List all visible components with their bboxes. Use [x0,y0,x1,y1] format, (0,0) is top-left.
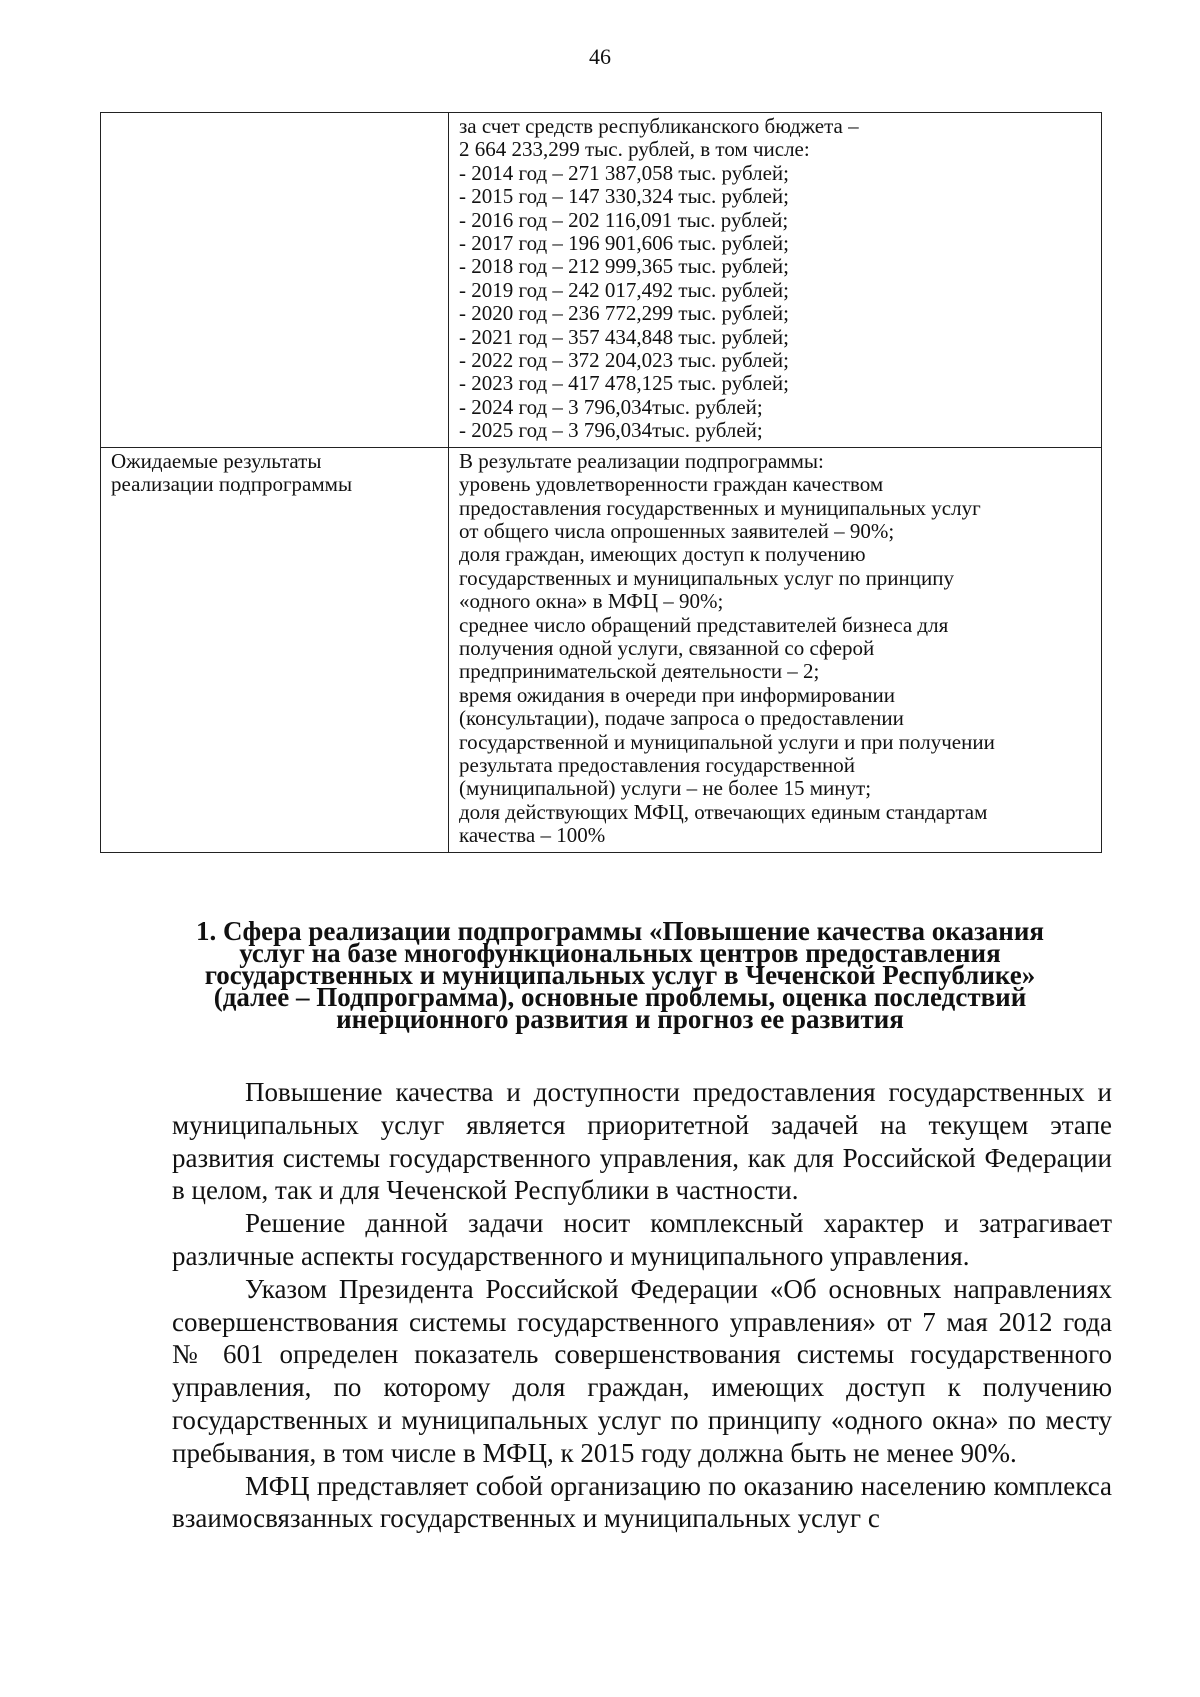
text-line: - 2024 год – 3 796,034тыс. рублей; [459,394,763,419]
table-row [101,113,1102,448]
text-line: - 2015 год – 147 330,324 тыс. рублей; [459,184,790,209]
text-line: (консультации), подаче запроса о предоставлении [459,706,904,731]
text-line: - 2019 год – 242 017,492 тыс. рублей; [459,277,790,302]
paragraph: Указом Президента Российской Федерации «Об основных направлениях совершенствования системы государственного управления» от 7 мая 2012 года № 601 определен показатель совершенствования системы государственного управления, по которому доля граждан, имеющих доступ к получению государственных и муниципальных услуг по принципу «одного окна» по месту пребывания, в том числе в МФЦ, к 2015 году должна быть не менее 90%. [172,1273,1112,1468]
heading-line: инерционного развития и прогноз ее развития [336,1004,904,1034]
text-line: - 2021 год – 357 434,848 тыс. рублей; [459,324,790,349]
heading-line: государственных и муниципальных услуг в Чеченской Республике» [204,960,1036,990]
heading-line: (далее – Подпрограмма), основные проблемы, оценка последствий [213,982,1027,1012]
body-text [172,1076,1112,1535]
text-line: - 2025 год – 3 796,034тыс. рублей; [459,418,763,443]
table-cell-value [449,113,1102,448]
text-line: - 2023 год – 417 478,125 тыс. рублей; [459,371,790,396]
table-row [101,447,1102,852]
text-line: Ожидаемые результаты [111,448,322,473]
table-cell-label [101,447,449,852]
page-number: 46 [589,44,611,69]
table-cell-value [449,447,1102,852]
text-line: «одного окна» в МФЦ – 90%; [459,589,724,614]
text-line: предпринимательской деятельности – 2; [459,659,820,684]
text-line: предоставления государственных и муниципальных услуг [459,495,981,520]
paragraph: МФЦ представляет собой организацию по оказанию населению комплекса взаимосвязанных государственных и муниципальных услуг с [172,1470,1112,1534]
text-line: от общего числа опрошенных заявителей – 90%; [459,518,895,543]
text-line: (муниципальной) услуги – не более 15 минут; [459,776,872,801]
heading-line: услуг на базе многофункциональных центров предоставления [239,938,1001,968]
text-line: - 2020 год – 236 772,299 тыс. рублей; [459,301,790,326]
text-line: - 2016 год – 202 116,091 тыс. рублей; [459,207,789,232]
text-line: среднее число обращений представителей бизнеса для [459,612,949,637]
paragraph: Повышение качества и доступности предоставления государственных и муниципальных услуг является приоритетной задачей на текущем этапе развития системы государственного управления, как для Российской Федерации в целом, так и для Чеченской Республики в частности. [172,1077,1112,1206]
text-line: государственной и муниципальной услуги и при получении [459,729,995,754]
heading-line: 1. Сфера реализации подпрограммы «Повышение качества оказания [195,916,1045,946]
text-line: результата предоставления государственной [459,752,856,777]
text-line: время ожидания в очереди при информировании [459,682,895,707]
paragraph: Решение данной задачи носит комплексный характер и затрагивает различные аспекты государственного и муниципального управления. [172,1208,1112,1271]
program-passport-table [100,112,1102,853]
text-line: получения одной услуги, связанной со сферой [459,635,875,660]
text-line: - 2018 год – 212 999,365 тыс. рублей; [459,254,790,279]
text-line: качества – 100% [459,823,606,848]
text-line: В результате реализации подпрограммы: [459,448,824,473]
table-cell-label [101,113,449,448]
text-line: реализации подпрограммы [111,472,353,497]
text-line: государственных и муниципальных услуг по принципу [459,565,954,590]
text-line: - 2017 год – 196 901,606 тыс. рублей; [459,231,790,256]
text-line: - 2014 год – 271 387,058 тыс. рублей; [459,160,790,185]
text-line: за счет средств республиканского бюджета – [459,114,859,138]
text-line: уровень удовлетворенности граждан качеством [459,472,884,497]
text-line: доля действующих МФЦ, отвечающих единым стандартам [459,799,988,824]
section-heading [150,916,1090,1034]
text-line: - 2022 год – 372 204,023 тыс. рублей; [459,348,790,373]
text-line: доля граждан, имеющих доступ к получению [459,542,866,567]
text-line: 2 664 233,299 тыс. рублей, в том числе: [459,137,810,162]
